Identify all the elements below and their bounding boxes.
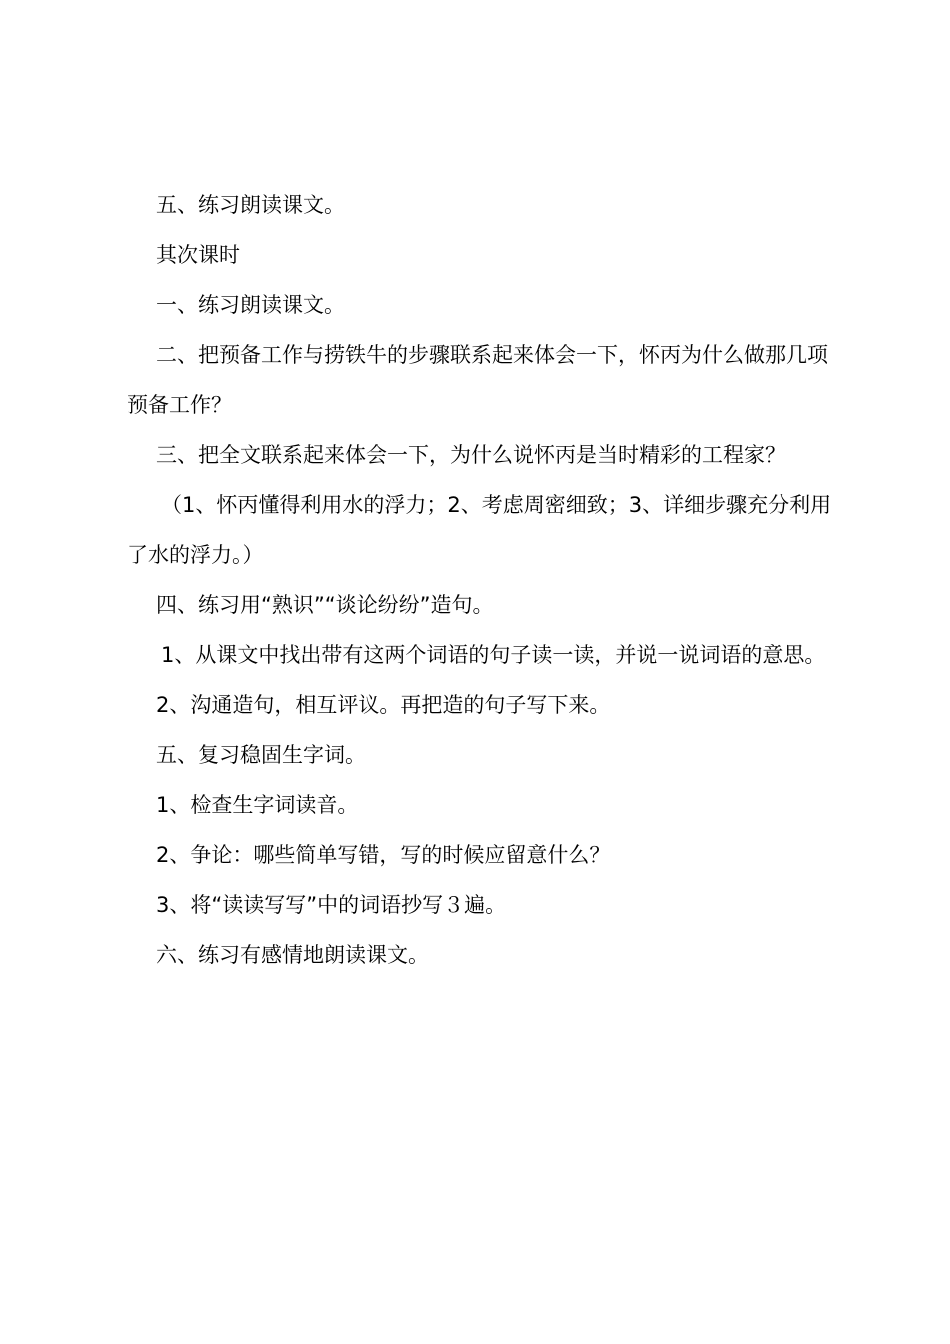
paragraph-section-5-read: 五、练习朗读课文。 (156, 193, 345, 217)
paragraph-step-3-answer: （1、怀丙懂得利用水的浮力；2、考虑周密细致；3、详细步骤充分利用了水的浮力。） (127, 493, 832, 567)
paragraph-step-6: 六、练习有感情地朗读课文。 (156, 943, 429, 967)
paragraph-step-4: 四、练习用“熟识”“谈论纷纷”造句。 (156, 593, 494, 617)
document-body (127, 180, 833, 980)
paragraph-step-5: 五、复习稳固生字词。 (156, 743, 366, 767)
paragraph-step-3: 三、把全文联系起来体会一下，为什么说怀丙是当时精彩的工程家？ (156, 443, 786, 467)
paragraph-step-4-item-2: 2、沟通造句，相互评议。再把造的句子写下来。 (156, 693, 611, 717)
paragraph-step-2: 二、把预备工作与捞铁牛的步骤联系起来体会一下，怀丙为什么做那几项预备工作？ (127, 343, 828, 417)
paragraph-step-4-item-1: 1、从课文中找出带有这两个词语的句子读一读，并说一说词语的意思。 (161, 643, 826, 667)
paragraph-step-5-item-3: 3、将“读读写写”中的词语抄写３遍。 (156, 893, 507, 917)
paragraph-step-5-item-1: 1、检查生字词读音。 (156, 793, 359, 817)
paragraph-step-5-item-2: 2、争论：哪些简单写错，写的时候应留意什么？ (156, 843, 611, 867)
paragraph-second-lesson-heading: 其次课时 (156, 243, 240, 267)
paragraph-step-1: 一、练习朗读课文。 (156, 293, 345, 317)
